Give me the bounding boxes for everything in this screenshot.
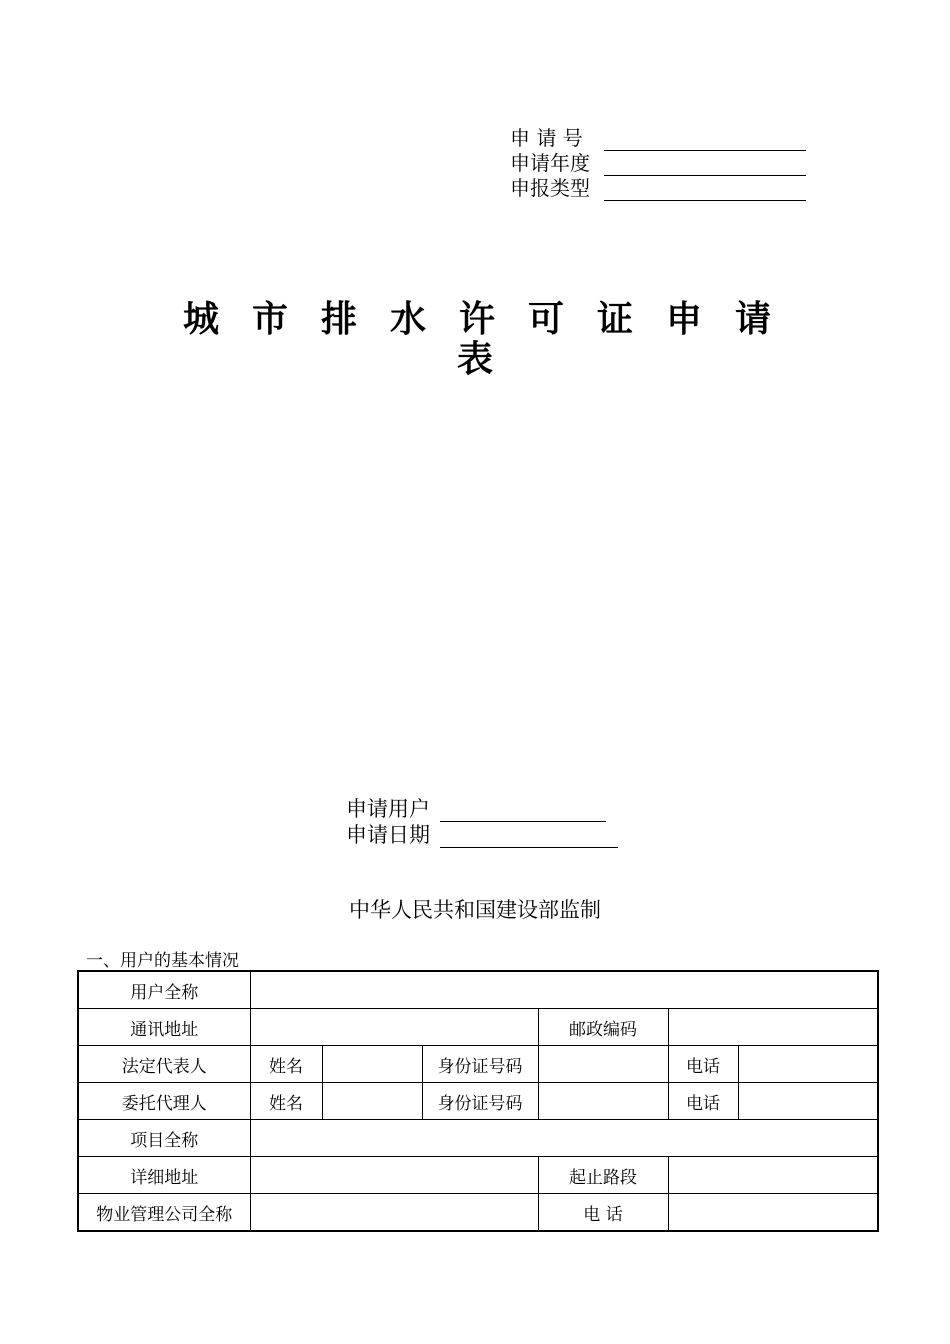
application-number-field (510, 126, 806, 151)
table-row (78, 1046, 878, 1083)
section-title: 一、用户的基本情况 (86, 951, 239, 971)
legal-rep-id-input[interactable] (538, 1046, 668, 1083)
agent-name-label: 姓名 (250, 1083, 322, 1120)
property-phone-input[interactable] (668, 1194, 878, 1232)
title-line-1: 城市排水许可证申请 (183, 299, 805, 340)
agent-label: 委托代理人 (78, 1083, 250, 1120)
table-row (78, 1009, 878, 1046)
detail-address-input[interactable] (250, 1157, 538, 1194)
legal-rep-phone-input[interactable] (738, 1046, 878, 1083)
full-name-input[interactable] (250, 971, 878, 1009)
property-phone-label: 电 话 (538, 1194, 668, 1232)
issuer-text: 中华人民共和国建设部监制 (349, 898, 601, 922)
postal-code-input[interactable] (668, 1009, 878, 1046)
address-input[interactable] (250, 1009, 538, 1046)
application-date-field (346, 822, 618, 848)
application-year-line[interactable] (604, 156, 806, 176)
applicant-info (346, 796, 618, 848)
agent-name-input[interactable] (322, 1083, 422, 1120)
title-line-2: 表 (456, 339, 493, 380)
table-row (78, 1194, 878, 1232)
legal-rep-name-label: 姓名 (250, 1046, 322, 1083)
legal-rep-label: 法定代表人 (78, 1046, 250, 1083)
application-date-label: 申请日期 (346, 823, 430, 847)
legal-rep-name-input[interactable] (322, 1046, 422, 1083)
project-name-label: 项目全称 (78, 1120, 250, 1157)
table-row (78, 1120, 878, 1157)
application-year-label: 申请年度 (510, 151, 590, 175)
table-row (78, 1157, 878, 1194)
postal-code-label: 邮政编码 (538, 1009, 668, 1046)
application-type-line[interactable] (604, 181, 806, 201)
agent-phone-label: 电话 (668, 1083, 738, 1120)
table-row (78, 1083, 878, 1120)
table-row (78, 971, 878, 1009)
agent-id-input[interactable] (538, 1083, 668, 1120)
applicant-user-label: 申请用户 (346, 797, 430, 821)
agent-id-label: 身份证号码 (422, 1083, 538, 1120)
property-company-label: 物业管理公司全称 (78, 1194, 250, 1232)
application-year-field (510, 151, 806, 176)
application-number-line[interactable] (604, 131, 806, 151)
legal-rep-phone-label: 电话 (668, 1046, 738, 1083)
basic-info-table (77, 970, 879, 1232)
application-date-line[interactable] (440, 827, 618, 848)
legal-rep-id-label: 身份证号码 (422, 1046, 538, 1083)
road-section-label: 起止路段 (538, 1157, 668, 1194)
address-label: 通讯地址 (78, 1009, 250, 1046)
project-name-input[interactable] (250, 1120, 878, 1157)
applicant-user-line[interactable] (440, 801, 606, 822)
application-type-field (510, 176, 806, 201)
page-title (150, 299, 805, 380)
application-info (510, 126, 806, 201)
road-section-input[interactable] (668, 1157, 878, 1194)
agent-phone-input[interactable] (738, 1083, 878, 1120)
applicant-user-field (346, 796, 618, 822)
full-name-label: 用户全称 (78, 971, 250, 1009)
application-type-label: 申报类型 (510, 176, 590, 200)
property-company-input[interactable] (250, 1194, 538, 1232)
application-number-label: 申 请 号 (510, 126, 583, 150)
detail-address-label: 详细地址 (78, 1157, 250, 1194)
